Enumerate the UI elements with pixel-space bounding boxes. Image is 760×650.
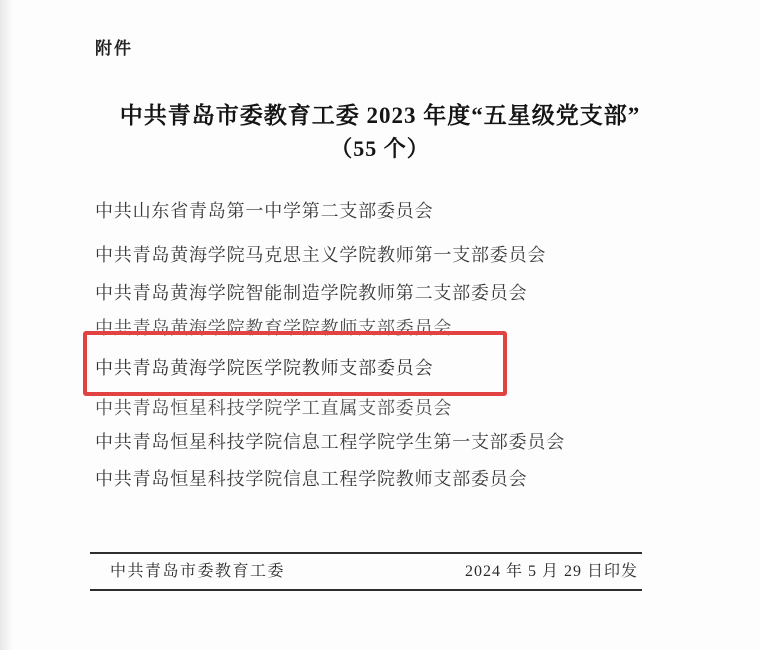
list-item: 中共青岛恒星科技学院信息工程学院学生第一支部委员会 [95, 432, 565, 452]
list-item: 中共青岛黄海学院马克思主义学院教师第一支部委员会 [95, 245, 547, 265]
list-item: 中共青岛恒星科技学院信息工程学院教师支部委员会 [95, 469, 528, 489]
footer-rule-bottom [90, 589, 642, 591]
document-title-count: （55 个） [330, 136, 430, 161]
footer-print-date: 2024 年 5 月 29 日印发 [464, 563, 638, 580]
list-item: 中共青岛恒星科技学院学工直属支部委员会 [95, 398, 453, 418]
list-item: 中共青岛黄海学院教育学院教师支部委员会 [95, 318, 453, 338]
list-item: 中共青岛黄海学院智能制造学院教师第二支部委员会 [95, 283, 528, 303]
document-title: 中共青岛市委教育工委 2023 年度“五星级党支部” [119, 103, 641, 128]
footer-rule-top [90, 552, 642, 554]
list-item-highlighted: 中共青岛黄海学院医学院教师支部委员会 [95, 358, 434, 378]
attachment-label: 附件 [95, 39, 133, 58]
list-item: 中共山东省青岛第一中学第二支部委员会 [95, 201, 434, 221]
footer-issuer: 中共青岛市委教育工委 [110, 563, 286, 580]
